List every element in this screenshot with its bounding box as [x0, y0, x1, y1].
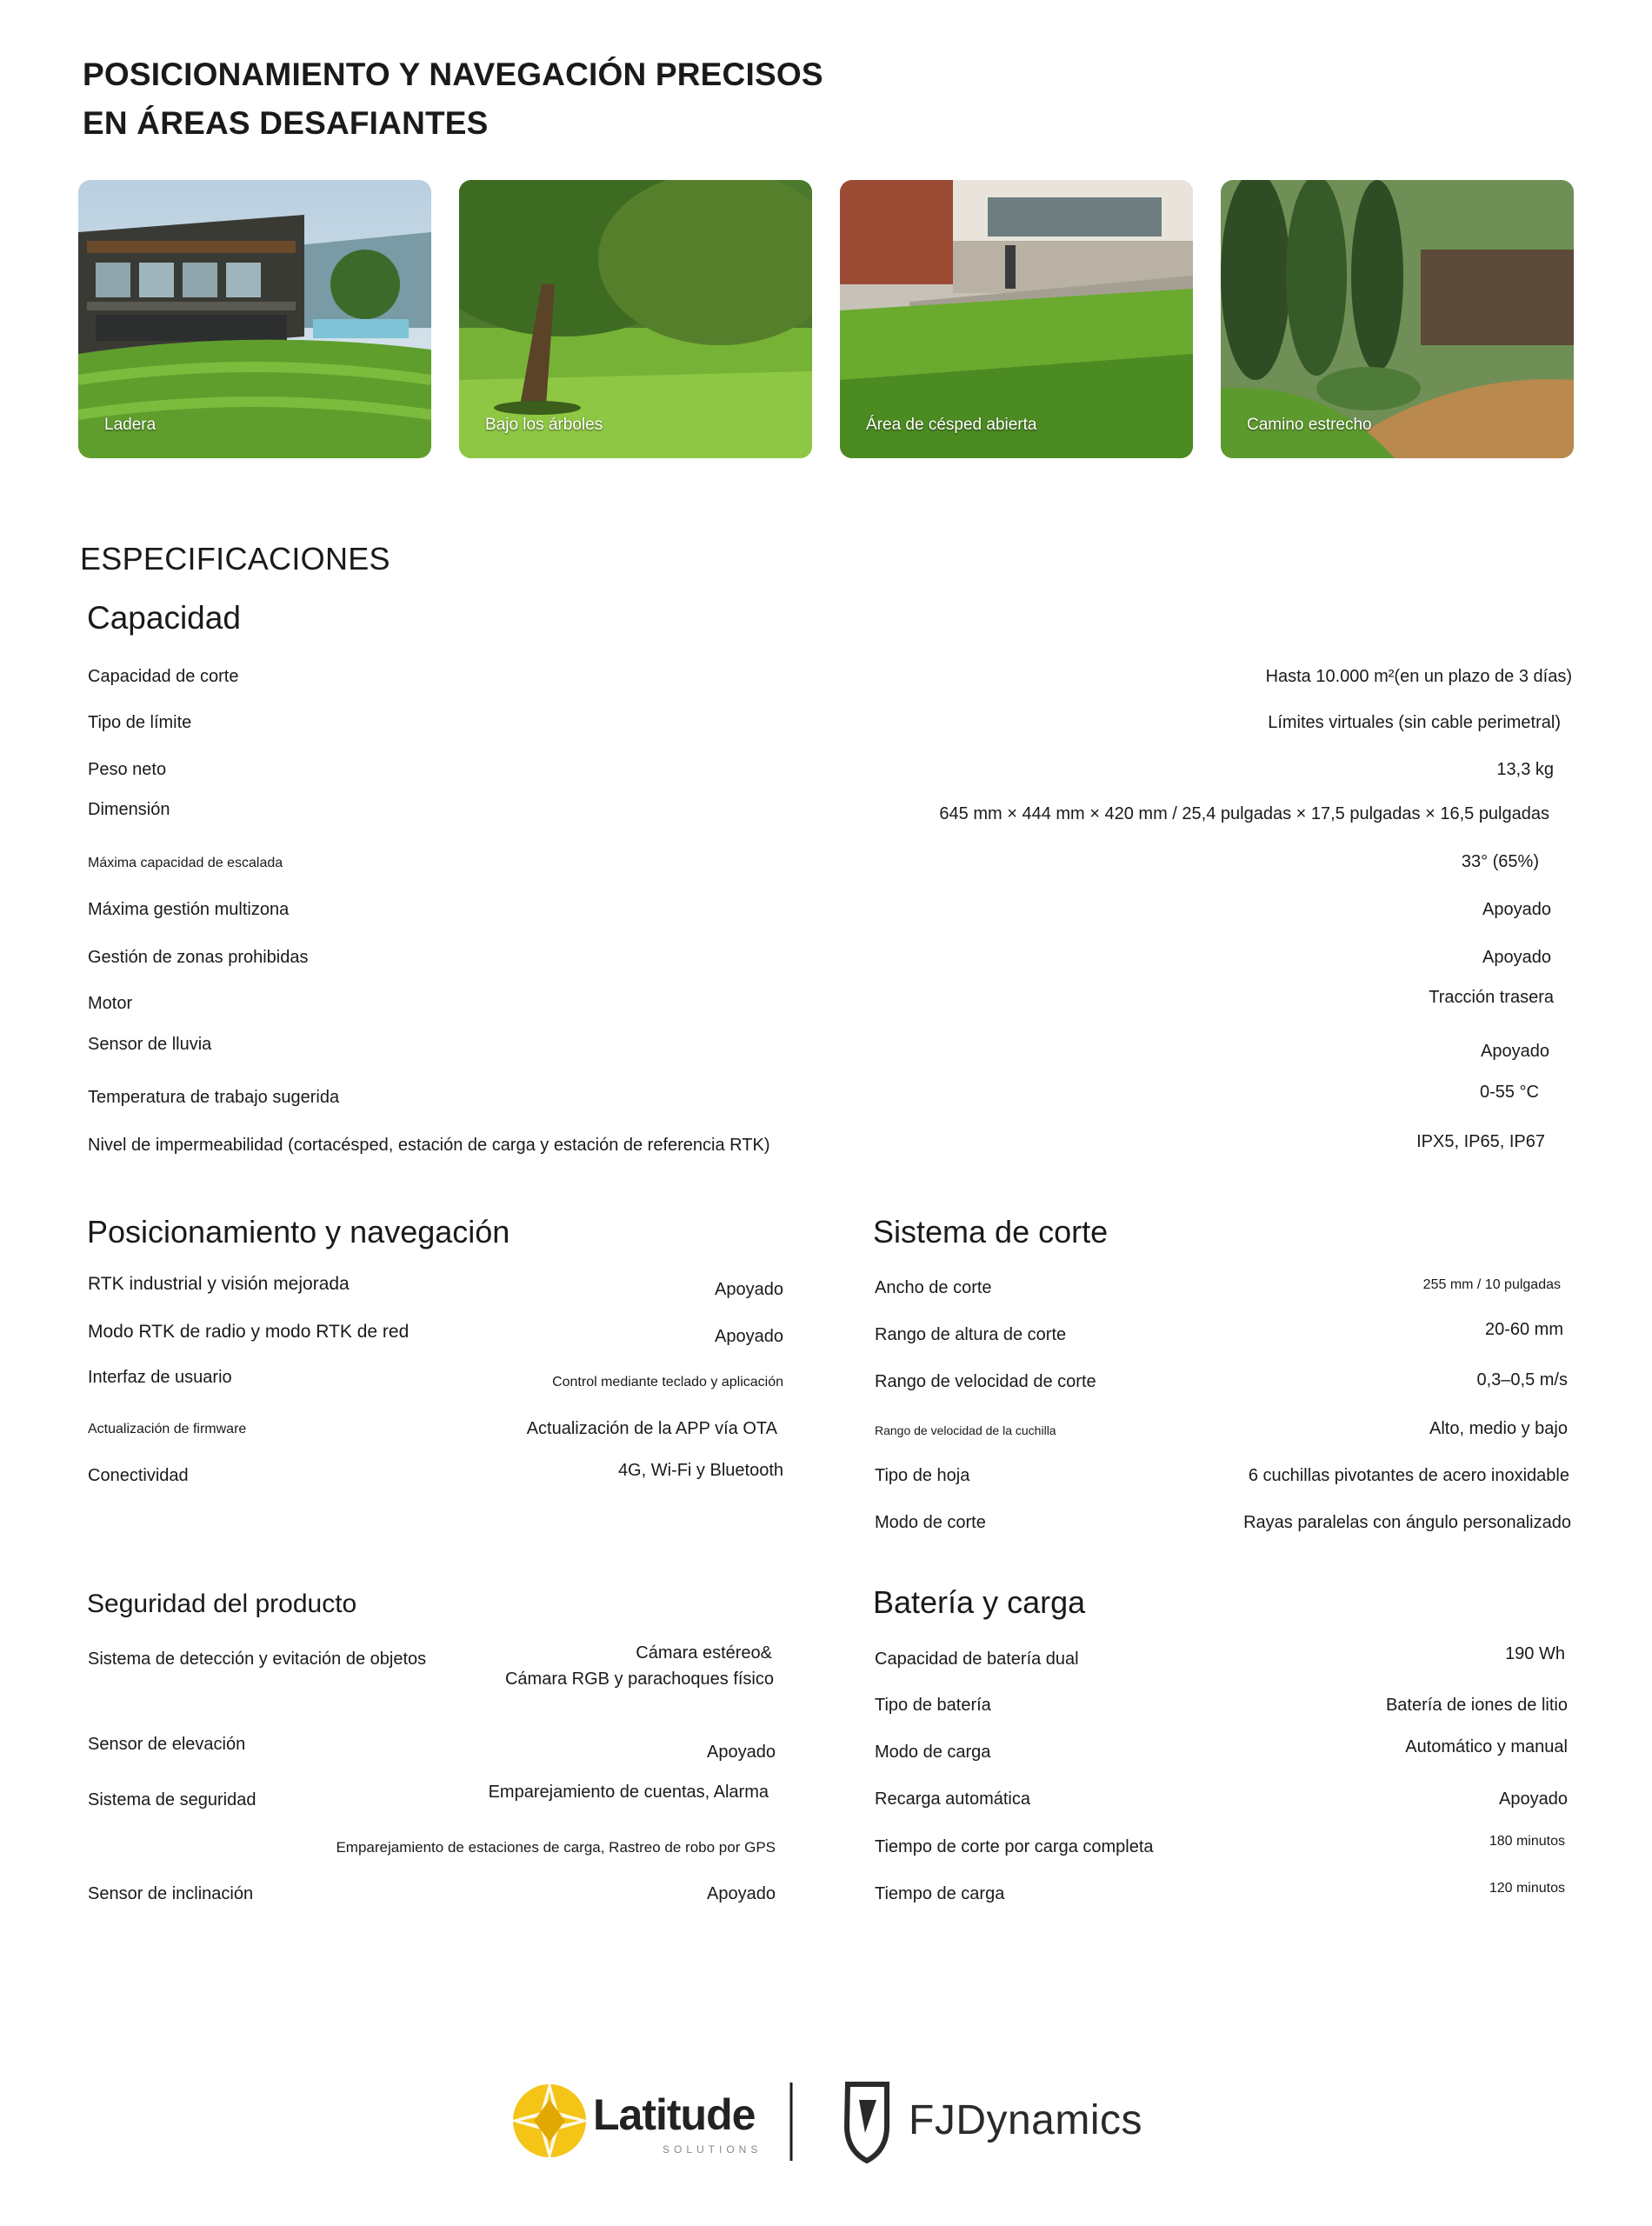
spec-label: Sistema de detección y evitación de objetos: [88, 1650, 427, 1669]
spec-value: Apoyado: [1482, 900, 1551, 919]
spec-label: Modo RTK de radio y modo RTK de red: [88, 1322, 410, 1342]
scene-label: Ladera: [104, 416, 157, 434]
scene-label: Bajo los árboles: [485, 416, 603, 434]
fjdynamics-brand: FJDynamics: [909, 2097, 1143, 2143]
specs-heading: ESPECIFICACIONES: [80, 541, 390, 576]
spec-value: Apoyado: [707, 1743, 776, 1762]
spec-label: Tipo de batería: [875, 1696, 991, 1715]
spec-value-line1: Emparejamiento de cuentas, Alarma: [488, 1783, 769, 1802]
spec-value: Apoyado: [707, 1884, 776, 1903]
spec-value: Apoyado: [1481, 1042, 1549, 1061]
spec-label: Rango de velocidad de la cuchilla: [875, 1423, 1056, 1437]
spec-label: Sistema de seguridad: [88, 1790, 256, 1809]
spec-label: Dimensión: [88, 800, 170, 819]
spec-label: Recarga automática: [875, 1789, 1030, 1809]
spec-value: Límites virtuales (sin cable perimetral): [1268, 713, 1561, 732]
spec-value: Apoyado: [1482, 948, 1551, 967]
spec-label: Capacidad de corte: [88, 667, 239, 686]
spec-value: 4G, Wi-Fi y Bluetooth: [617, 1461, 783, 1480]
spec-value: Alto, medio y bajo: [1429, 1419, 1568, 1438]
spec-label: Ancho de corte: [875, 1278, 992, 1297]
battery-heading: Batería y carga: [873, 1584, 1086, 1620]
spec-label: Nivel de impermeabilidad (cortacésped, estación de carga y estación de referencia RTK): [88, 1136, 770, 1155]
spec-label: Tipo de hoja: [875, 1466, 970, 1485]
scene-label: Área de césped abierta: [866, 416, 1037, 434]
spec-value: Automático y manual: [1405, 1737, 1568, 1756]
spec-label: Interfaz de usuario: [88, 1368, 232, 1387]
scene-card-narrow-path: [1221, 180, 1574, 458]
spec-value: 0,3–0,5 m/s: [1476, 1370, 1568, 1390]
spec-value: Rayas paralelas con ángulo personalizado: [1243, 1513, 1571, 1532]
spec-label: Tiempo de carga: [875, 1884, 1005, 1903]
spec-label: Máxima capacidad de escalada: [88, 856, 283, 870]
spec-value-line2: Cámara RGB y parachoques físico: [504, 1670, 774, 1689]
spec-value: Tracción trasera: [1429, 988, 1554, 1007]
spec-value-line2: Emparejamiento de estaciones de carga, Rastreo de robo por GPS: [336, 1839, 776, 1856]
spec-value: Apoyado: [715, 1280, 783, 1299]
spec-value: Actualización de la APP vía OTA: [526, 1419, 777, 1438]
scene-card-under-trees: [459, 180, 812, 458]
spec-value: 20-60 mm: [1484, 1320, 1563, 1339]
spec-value: Apoyado: [715, 1327, 783, 1346]
spec-value: 120 minutos: [1489, 1881, 1565, 1896]
spec-label: Sensor de lluvia: [88, 1035, 212, 1054]
spec-value: 255 mm / 10 pulgadas: [1422, 1277, 1561, 1292]
spec-label: RTK industrial y visión mejorada: [88, 1274, 350, 1294]
spec-value: Batería de iones de litio: [1385, 1696, 1568, 1715]
page-title-line2: EN ÁREAS DESAFIANTES: [83, 105, 489, 141]
spec-label: Sensor de elevación: [88, 1735, 246, 1754]
spec-value-line1: Cámara estéreo&: [636, 1643, 772, 1663]
spec-value: IPX5, IP65, IP67: [1416, 1132, 1545, 1151]
positioning-heading: Posicionamiento y navegación: [87, 1214, 510, 1250]
latitude-subbrand: SOLUTIONS: [663, 2143, 763, 2156]
spec-label: Motor: [88, 994, 133, 1013]
spec-value: 13,3 kg: [1496, 760, 1554, 779]
latitude-brand: Latitude: [593, 2090, 756, 2139]
spec-label: Rango de velocidad de corte: [875, 1372, 1096, 1391]
scene-card-open-lawn: [840, 180, 1193, 458]
spec-label: Modo de carga: [875, 1743, 991, 1762]
spec-value: 33° (65%): [1461, 852, 1539, 871]
spec-label: Máxima gestión multizona: [88, 900, 290, 919]
cutting-heading: Sistema de corte: [873, 1214, 1109, 1250]
spec-value: 0-55 °C: [1479, 1083, 1539, 1102]
spec-label: Peso neto: [88, 760, 167, 779]
safety-heading: Seguridad del producto: [87, 1590, 357, 1618]
spec-label: Gestión de zonas prohibidas: [88, 948, 309, 967]
spec-value: 190 Wh: [1505, 1644, 1565, 1663]
spec-label: Capacidad de batería dual: [875, 1650, 1079, 1669]
spec-label: Sensor de inclinación: [88, 1884, 254, 1903]
spec-value: 6 cuchillas pivotantes de acero inoxidable: [1248, 1466, 1569, 1485]
spec-label: Temperatura de trabajo sugerida: [88, 1088, 340, 1107]
spec-value: 645 mm × 444 mm × 420 mm / 25,4 pulgadas × 17,5 pulgadas × 16,5 pulgadas: [939, 804, 1549, 823]
spec-label: Rango de altura de corte: [875, 1325, 1067, 1344]
footer-logos: [513, 2074, 1148, 2169]
page-title-line1: POSICIONAMIENTO Y NAVEGACIÓN PRECISOS: [83, 57, 823, 92]
page-title: [83, 50, 823, 148]
spec-label: Tipo de límite: [88, 713, 192, 732]
spec-label: Tiempo de corte por carga completa: [875, 1837, 1154, 1856]
spec-label: Modo de corte: [875, 1513, 986, 1532]
capacidad-heading: Capacidad: [87, 600, 241, 636]
scene-card-hillside: [78, 180, 431, 458]
spec-label: Actualización de firmware: [88, 1422, 247, 1436]
spec-value: Hasta 10.000 m²(en un plazo de 3 días): [1265, 667, 1572, 686]
spec-value: Control mediante teclado y aplicación: [552, 1375, 783, 1390]
spec-label: Conectividad: [88, 1466, 189, 1485]
spec-value: Apoyado: [1499, 1789, 1568, 1809]
scene-label: Camino estrecho: [1247, 416, 1372, 434]
spec-value: 180 minutos: [1489, 1834, 1565, 1849]
